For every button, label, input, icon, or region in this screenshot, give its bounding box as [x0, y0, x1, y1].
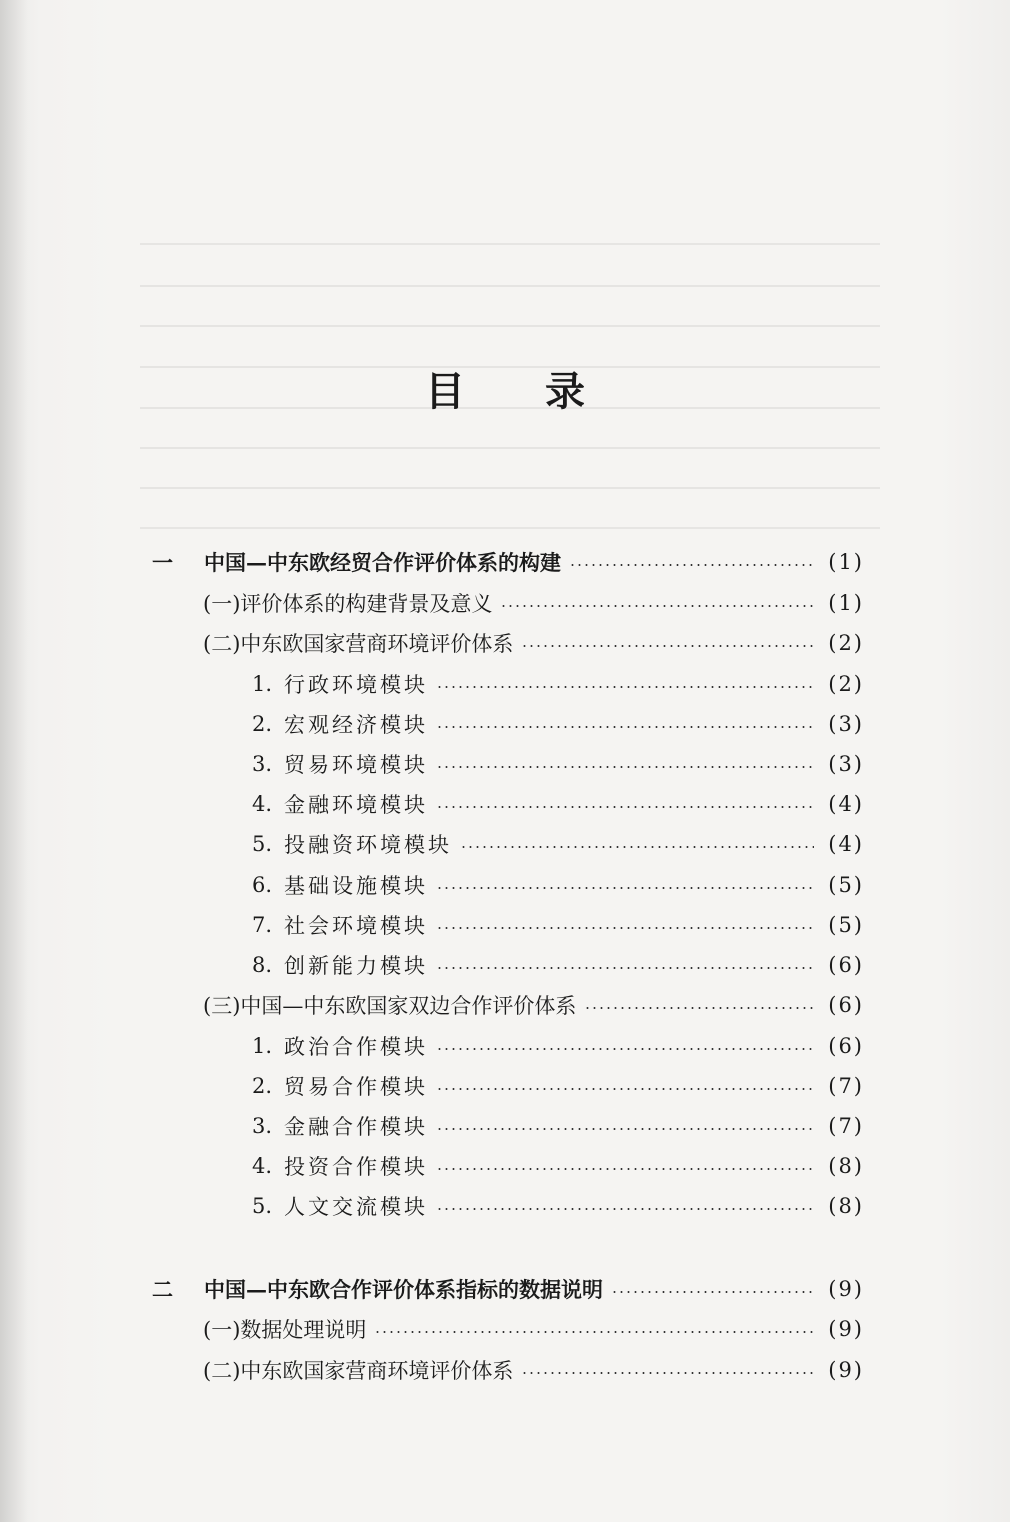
toc-label: (三)中国—中东欧国家双边合作评价体系 — [203, 994, 577, 1018]
toc-label: 创新能力模块 — [284, 954, 428, 978]
dot-leader — [584, 1007, 814, 1009]
toc-number: 5. — [252, 1194, 273, 1218]
toc-label: 政治合作模块 — [284, 1035, 428, 1059]
toc-entry-subsection[interactable] — [252, 1150, 864, 1182]
toc-number: 3. — [252, 1114, 273, 1138]
toc-entry-subsection[interactable] — [252, 949, 864, 981]
toc-number: 1. — [252, 672, 273, 696]
toc-page-number: (9) — [828, 1317, 864, 1341]
toc-number: 8. — [252, 953, 273, 977]
toc-label: 基础设施模块 — [284, 874, 428, 898]
toc-label: 投融资环境模块 — [284, 833, 452, 857]
toc-number: 2. — [252, 1074, 273, 1098]
toc-page-number: (7) — [828, 1114, 864, 1138]
toc-entry-subsection[interactable] — [252, 748, 864, 780]
dot-leader — [569, 564, 814, 566]
dot-leader — [436, 686, 814, 688]
toc-entry-section[interactable] — [203, 1354, 864, 1386]
toc-page-number: (5) — [828, 873, 864, 897]
dot-leader — [436, 1048, 814, 1050]
toc-label: 中国—中东欧经贸合作评价体系的构建 — [204, 550, 561, 575]
toc-number: 5. — [252, 832, 273, 856]
toc-label: 行政环境模块 — [284, 673, 428, 697]
toc-number: 2. — [252, 712, 273, 736]
toc-label: 人文交流模块 — [284, 1195, 428, 1219]
toc-label: 中国—中东欧合作评价体系指标的数据说明 — [204, 1277, 603, 1302]
toc-entry-subsection[interactable] — [252, 1190, 864, 1222]
toc-page-number: (6) — [828, 993, 864, 1017]
toc-page-number: (6) — [828, 1034, 864, 1058]
toc-page-number: (5) — [828, 913, 864, 937]
toc-page-number: (8) — [828, 1194, 864, 1218]
toc-page-number: (3) — [828, 752, 864, 776]
toc-page-number: (9) — [828, 1358, 864, 1382]
toc-entry-subsection[interactable] — [252, 1110, 864, 1142]
dot-leader — [436, 726, 814, 728]
dot-leader — [436, 766, 814, 768]
toc-entry-section[interactable] — [203, 989, 864, 1021]
toc-entry-subsection[interactable] — [252, 788, 864, 820]
toc-entry-subsection[interactable] — [252, 909, 864, 941]
dot-leader — [521, 1372, 814, 1374]
page-title — [0, 360, 1010, 417]
toc-number: 4. — [252, 1154, 273, 1178]
toc-page-number: (3) — [828, 712, 864, 736]
dot-leader — [436, 1088, 814, 1090]
toc-entry-section[interactable] — [203, 627, 864, 659]
toc-label: 社会环境模块 — [284, 914, 428, 938]
toc-page-number: (2) — [828, 672, 864, 696]
toc-number: 二 — [152, 1277, 173, 1302]
dot-leader — [374, 1331, 814, 1333]
toc-label: (一)评价体系的构建背景及意义 — [203, 592, 493, 616]
toc-label: 贸易环境模块 — [284, 753, 428, 777]
toc-number: 4. — [252, 792, 273, 816]
toc-number: 6. — [252, 873, 273, 897]
toc-label: 贸易合作模块 — [284, 1075, 428, 1099]
toc-page-number: (2) — [828, 631, 864, 655]
toc-number: 1. — [252, 1034, 273, 1058]
toc-number: 一 — [152, 550, 173, 575]
dot-leader — [436, 806, 814, 808]
toc-entry-subsection[interactable] — [252, 708, 864, 740]
toc-label: (一)数据处理说明 — [203, 1318, 367, 1342]
dot-leader — [436, 927, 814, 929]
toc-page-number: (4) — [828, 832, 864, 856]
toc-page-number: (4) — [828, 792, 864, 816]
toc-entry-subsection[interactable] — [252, 1070, 864, 1102]
toc-page-number: (1) — [828, 550, 864, 574]
toc-page-number: (9) — [828, 1277, 864, 1301]
toc-number: 7. — [252, 913, 273, 937]
dot-leader — [436, 1168, 814, 1170]
spine-shadow — [0, 0, 28, 1522]
toc-page-number: (6) — [828, 953, 864, 977]
toc-entry-section[interactable] — [203, 587, 864, 619]
toc-page-number: (7) — [828, 1074, 864, 1098]
toc-entry-subsection[interactable] — [252, 1030, 864, 1062]
toc-label: 金融合作模块 — [284, 1115, 428, 1139]
toc-page-number: (1) — [828, 591, 864, 615]
dot-leader — [500, 605, 814, 607]
dot-leader — [521, 645, 814, 647]
dot-leader — [611, 1291, 814, 1293]
toc-entry-chapter-2[interactable] — [152, 1273, 864, 1305]
toc-label: 金融环境模块 — [284, 793, 428, 817]
toc-entry-chapter-1[interactable] — [152, 546, 864, 578]
dot-leader — [436, 1208, 814, 1210]
toc-page-number: (8) — [828, 1154, 864, 1178]
title-char-2: 录 — [545, 368, 585, 415]
dot-leader — [436, 887, 814, 889]
dot-leader — [460, 846, 814, 848]
title-char-1: 目 — [425, 368, 465, 415]
toc-entry-subsection[interactable] — [252, 869, 864, 901]
dot-leader — [436, 1128, 814, 1130]
toc-entry-subsection[interactable] — [252, 828, 864, 860]
toc-entry-subsection[interactable] — [252, 668, 864, 700]
toc-number: 3. — [252, 752, 273, 776]
toc-entry-section[interactable] — [203, 1313, 864, 1345]
toc-label: (二)中东欧国家营商环境评价体系 — [203, 632, 514, 656]
toc-label: 投资合作模块 — [284, 1155, 428, 1179]
dot-leader — [436, 967, 814, 969]
toc-label: (二)中东欧国家营商环境评价体系 — [203, 1359, 514, 1383]
toc-label: 宏观经济模块 — [284, 713, 428, 737]
